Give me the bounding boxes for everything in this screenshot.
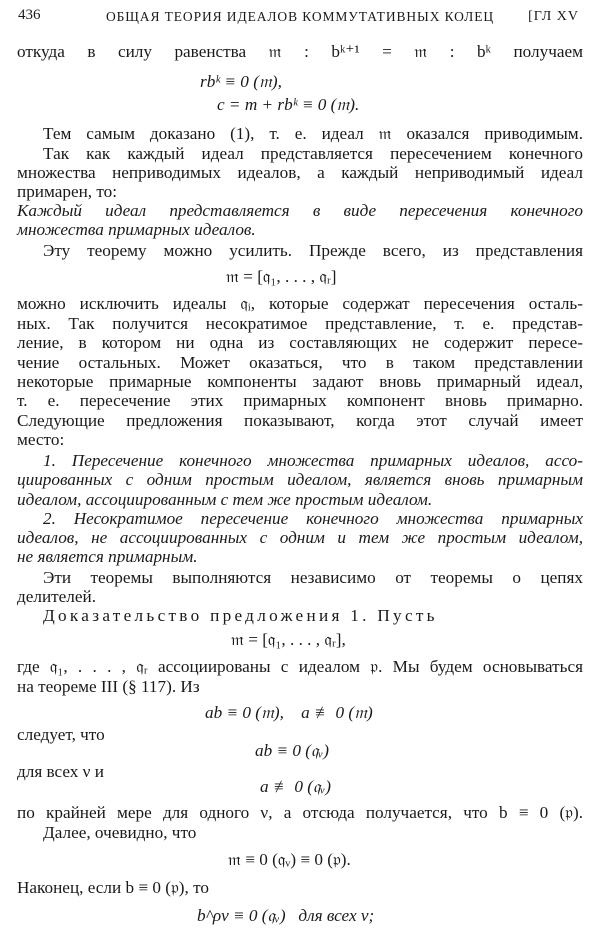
text-line: откуда в силу равенства 𝔪 : bᵏ⁺¹ = 𝔪 : bᵏ получаем [17, 42, 583, 61]
text-line: делителей. [17, 587, 96, 606]
text-line: можно исключить идеалы 𝔮ᵢ, которые содержат пересечения осталь- [17, 294, 583, 313]
text-line: следует, что [17, 725, 105, 744]
page-number: 436 [18, 7, 41, 23]
text-line: для всех ν и [17, 762, 104, 781]
text-line: множества неприводимых идеалов, а каждый неприводимый идеал [17, 163, 583, 182]
formula-line: 𝔪 ≡ 0 (𝔮ᵥ) ≡ 0 (𝔭). [228, 850, 351, 869]
text-line: Так как каждый идеал представляется пересечением конечного [43, 144, 583, 163]
text-line: ление, в котором ни одна из составляющих не содержит пересе- [17, 333, 583, 352]
formula-line: c = m + rbᵏ ≡ 0 (𝔪). [217, 95, 360, 114]
text-line: некоторые примарные компоненты задают вновь примарный идеал, [17, 372, 583, 391]
formula-line: 𝔪 = [𝔮₁, . . . , 𝔮ᵣ] [226, 267, 337, 286]
text-line: т. е. пересечение этих примарных компонент вновь примарно. [17, 391, 583, 410]
proof-heading: Доказательство предложения 1. Пусть [43, 606, 438, 625]
book-page [17, 0, 583, 925]
formula-line: ab ≡ 0 (𝔪), a ≢ 0 (𝔪) [205, 703, 373, 722]
formula-line: 𝔪 = [𝔮₁, . . . , 𝔮ᵣ], [231, 630, 346, 649]
text-line: где 𝔮₁, . . . , 𝔮ᵣ ассоциированы с идеалом 𝔭. Мы будем основываться [17, 657, 583, 676]
text-line: Тем самым доказано (1), т. е. идеал 𝔪 оказался приводимым. [43, 124, 583, 143]
text-line: место: [17, 430, 65, 449]
proposition-line: 2. Несократимое пересечение конечного множества примарных [43, 509, 583, 528]
proposition-line: идеалов, не ассоциированных с одним и тем же простым идеалом, [17, 528, 583, 547]
running-title: ОБЩАЯ ТЕОРИЯ ИДЕАЛОВ КОММУТАТИВНЫХ КОЛЕЦ [105, 9, 495, 24]
text-line: Далее, очевидно, что [43, 823, 197, 842]
proposition-line: не является примарным. [17, 547, 198, 566]
text-line: примарен, то: [17, 182, 118, 201]
text-line: Эти теоремы выполняются независимо от теоремы о цепях [43, 568, 583, 587]
proposition-line: циированных с одним простым идеалом, является вновь примарным [17, 470, 583, 489]
text-line: Эту теорему можно усилить. Прежде всего, из представления [43, 241, 583, 260]
formula-line: a ≢ 0 (𝔮ᵥ) [260, 777, 331, 796]
text-line: по крайней мере для одного ν, а отсюда получается, что b ≡ 0 (𝔭). [17, 803, 583, 822]
running-header [17, 0, 583, 44]
text-line: Наконец, если b ≡ 0 (𝔭), то [17, 878, 209, 897]
formula-line: b^ρν ≡ 0 (𝔮ᵥ) для всех ν; [197, 906, 375, 925]
text-line: ных. Так получится несократимое представление, т. е. представ- [17, 314, 583, 333]
text-line: чение остальных. Может оказаться, что в таком представлении [17, 353, 583, 372]
chapter-marker: [ГЛ XV [528, 9, 579, 24]
formula-line: ab ≡ 0 (𝔮ᵥ) [255, 741, 330, 760]
text-line: на теореме III (§ 117). Из [17, 677, 200, 696]
theorem-line: множества примарных идеалов. [17, 220, 256, 239]
proposition-line: идеалом, ассоциированным с тем же простым идеалом. [17, 490, 433, 509]
formula-line: rbᵏ ≡ 0 (𝔪), [200, 72, 282, 91]
theorem-line: Каждый идеал представляется в виде пересечения конечного [17, 201, 583, 220]
text-line: Следующие предложения показывают, когда этот случай имеет [17, 411, 583, 430]
proposition-line: 1. Пересечение конечного множества примарных идеалов, ассо- [43, 451, 583, 470]
